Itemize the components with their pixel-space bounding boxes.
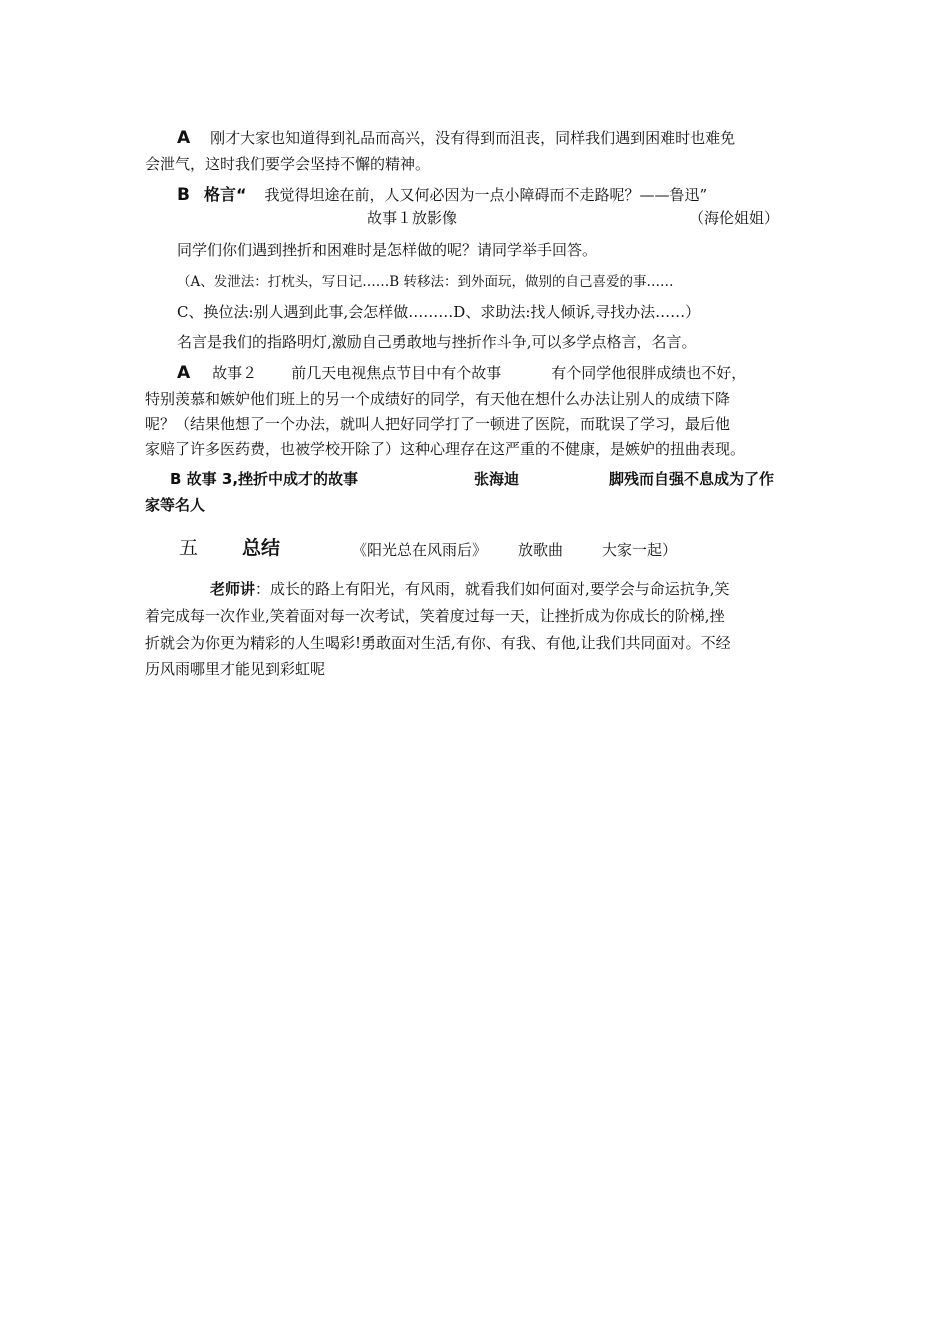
story-2-line-3: 呢？（结果他想了一个办法，就叫人把好同学打了一顿进了医院，而耽误了学习，最后他 [145, 415, 731, 433]
quote-intro-line: 名言是我们的指路明灯,激励自己勇敢地与挫折作斗争,可以多学点格言，名言。 [177, 333, 697, 351]
story-2-line-4: 家赔了许多医药费，也被学校开除了）这种心理存在这严重的不健康，是嫉妒的扭曲表现。 [145, 440, 746, 458]
teacher-text-1: ：成长的路上有阳光，有风雨，就看我们如何面对,要学会与命运抗争,笑 [255, 580, 730, 598]
story-2-intro: 前几天电视焦点节目中有个故事 [291, 364, 502, 382]
item-label-a: A [177, 128, 191, 148]
section-5-number: 五 [179, 537, 199, 559]
paragraph-b-line [177, 185, 707, 205]
story-3-line-2: 家等名人 [145, 496, 206, 514]
paragraph-a-text-1: 刚才大家也知道得到礼品而高兴，没有得到而沮丧，同样我们遇到困难时也难免 [210, 129, 736, 147]
motto-quote: 我觉得坦途在前，人又何必因为一点小障碍而不走路呢？——鲁迅” [264, 186, 708, 204]
story-2-text-1: 有个同学他很胖成绩也不好， [551, 364, 747, 382]
item-label-a-2: A [177, 363, 191, 383]
teacher-line-1 [210, 579, 730, 599]
motto-heading: 格言“ [203, 185, 247, 204]
section-5-play: 放歌曲 [518, 541, 564, 559]
paragraph-a-line-1 [177, 128, 735, 148]
story-3-description: 脚残而自强不息成为了作 [609, 470, 775, 488]
methods-line-2: C、换位法:别人遇到此事,会怎样做………D、求助法:找人倾诉,寻找办法……） [177, 303, 701, 321]
item-label-b: B [177, 185, 190, 205]
section-5-together: 大家一起） [602, 541, 678, 559]
teacher-label: 老师讲 [210, 580, 256, 598]
story-2-line-2: 特别羡慕和嫉妒他们班上的另一个成绩好的同学，有天他在想什么办法让别人的成绩下降 [145, 390, 731, 408]
story-2-title: 故事２ [212, 364, 258, 382]
story-2-line-1 [177, 363, 746, 383]
methods-line-1: （A、发泄法：打枕头，写日记……B 转移法：到外面玩，做别的自己喜爱的事…… [177, 274, 674, 290]
story-3-heading: B 故事 3,挫折中成才的故事 [170, 470, 359, 488]
teacher-line-2: 着完成每一次作业,笑着面对每一次考试，笑着度过每一天，让挫折成为你成长的阶梯,挫 [145, 607, 725, 625]
paragraph-a-line-2: 会泄气，这时我们要学会坚持不懈的精神。 [145, 155, 431, 173]
story-3-person: 张海迪 [474, 470, 520, 488]
question-line: 同学们你们遇到挫折和困难时是怎样做的呢？请同学举手回答。 [177, 241, 598, 259]
story-1-author: （海伦姐姐） [689, 209, 780, 227]
story-1-line: 故事１放影像 [367, 209, 458, 227]
section-5-title: 总结 [242, 537, 281, 559]
teacher-line-3: 折就会为你更为精彩的人生喝彩!勇敢面对生活,有你、有我、有他,让我们共同面对。不经 [145, 634, 731, 652]
section-5-song: 《阳光总在风雨后》 [352, 541, 488, 559]
teacher-line-4: 历风雨哪里才能见到彩虹呢 [145, 660, 326, 678]
